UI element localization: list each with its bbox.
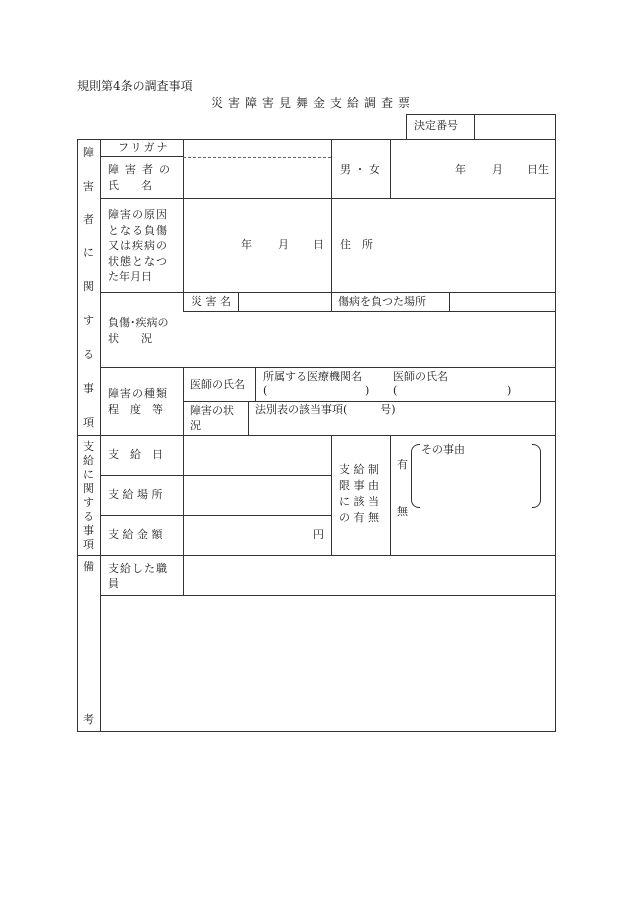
pay-date-field[interactable] [185,437,329,473]
address-label: 住 所 [340,238,373,251]
paren-close-1: ) [365,384,370,397]
vlabel-3: 者 [83,213,94,226]
vlabel-8: 事 [83,382,94,395]
cause-year-label: 年 [241,238,252,251]
disaster-name-label: 災 害 名 [191,295,231,308]
status-label-1: 障害の状 [190,404,234,417]
yes-label[interactable]: 有 [397,458,408,471]
pay-date-label: 支 給 日 [108,448,163,461]
v2label-6: る [83,510,94,523]
cause-month-label: 月 [278,238,289,251]
v2label-8: 項 [83,538,94,551]
reason-bracket-right [532,444,541,508]
pay-amount-field[interactable] [185,517,329,553]
payer-field[interactable] [185,557,553,593]
cause-label-5: た年月日 [108,270,152,283]
institution-label: 所属する医療機関名 [263,370,362,383]
restriction-label-4: の 有 無 [339,511,379,524]
restriction-label-1: 支 給 制 [339,463,379,476]
type-label-1: 障害の種類 [108,387,168,400]
name-label-2: 氏 名 [108,179,152,192]
v2label-7: 事 [83,524,94,537]
pay-amount-label: 支 給 金 額 [108,528,163,541]
birth-day-label: 日生 [527,163,549,176]
status-label-2: 況 [190,419,201,432]
vlabel-6: す [83,314,94,327]
decision-number-field[interactable] [476,116,553,137]
form-title: 災害障害見舞金支給調査票 [211,96,416,110]
condition-field[interactable] [185,313,553,365]
vlabel-4: に [83,246,94,259]
v2label-2: 給 [83,454,94,467]
cause-day-label: 日 [313,238,324,251]
v2label-1: 支 [83,440,94,453]
v2label-3: に [83,468,94,481]
birth-month-label: 月 [492,163,503,176]
vlabel-9: 項 [83,416,94,429]
address-field[interactable] [392,200,553,290]
vlabel-1: 障 [83,146,94,159]
cause-label-4: 状態となつ [108,255,168,268]
furigana-field[interactable] [185,141,329,155]
condition-label-2: 状 況 [108,332,152,345]
doctor-name-label-2: 医師の氏名 [393,370,448,383]
pay-place-label: 支 給 場 所 [108,488,163,501]
birth-year-label: 年 [455,163,466,176]
cause-label-3: 又は疾病の [108,239,168,252]
remarks-field[interactable] [102,597,553,729]
no-label[interactable]: 無 [397,505,408,518]
paren-open-1: ( [263,384,268,397]
cause-label-1: 障害の原因 [108,208,168,221]
type-label-2: 程 度 等 [108,403,163,416]
paren-close-2: ) [507,384,512,397]
yen-label: 円 [313,528,324,541]
restriction-label-2: 限 事 由 [339,479,379,492]
payer-label-2: 員 [108,577,119,590]
reason-field[interactable] [421,460,529,504]
regulation-label: 規則第4条の調査事項 [77,79,193,93]
name-field[interactable] [185,160,329,196]
name-label-1: 障害者の [108,163,176,176]
injury-place-label: 傷病を負つた場所 [338,295,426,308]
remarks-label-bottom: 考 [83,713,94,726]
paren-open-2: ( [393,384,398,397]
remarks-label-top: 備 [83,560,94,573]
appendix-label: 法別表の該当事項( 号) [255,403,396,416]
vlabel-5: 関 [83,280,94,293]
decision-number-label: 決定番号 [414,119,458,132]
disaster-name-field[interactable] [240,294,329,309]
condition-label-1: 負傷･疾病の [108,316,169,329]
payer-label-1: 支給した職 [108,562,168,575]
v2label-4: 関 [83,482,94,495]
cause-label-2: となる負傷 [108,224,168,237]
restriction-label-3: に 該 当 [339,495,379,508]
pay-place-field[interactable] [185,477,329,513]
v2label-5: す [83,496,94,509]
sex-label[interactable]: 男 ・ 女 [340,163,380,176]
reason-bracket-left [411,444,420,508]
furigana-label: フリガナ [118,141,170,154]
vlabel-2: 害 [83,180,94,193]
doctor-name-label: 医師の氏名 [190,378,245,391]
reason-label: その事由 [421,443,465,456]
vlabel-7: る [83,348,94,361]
